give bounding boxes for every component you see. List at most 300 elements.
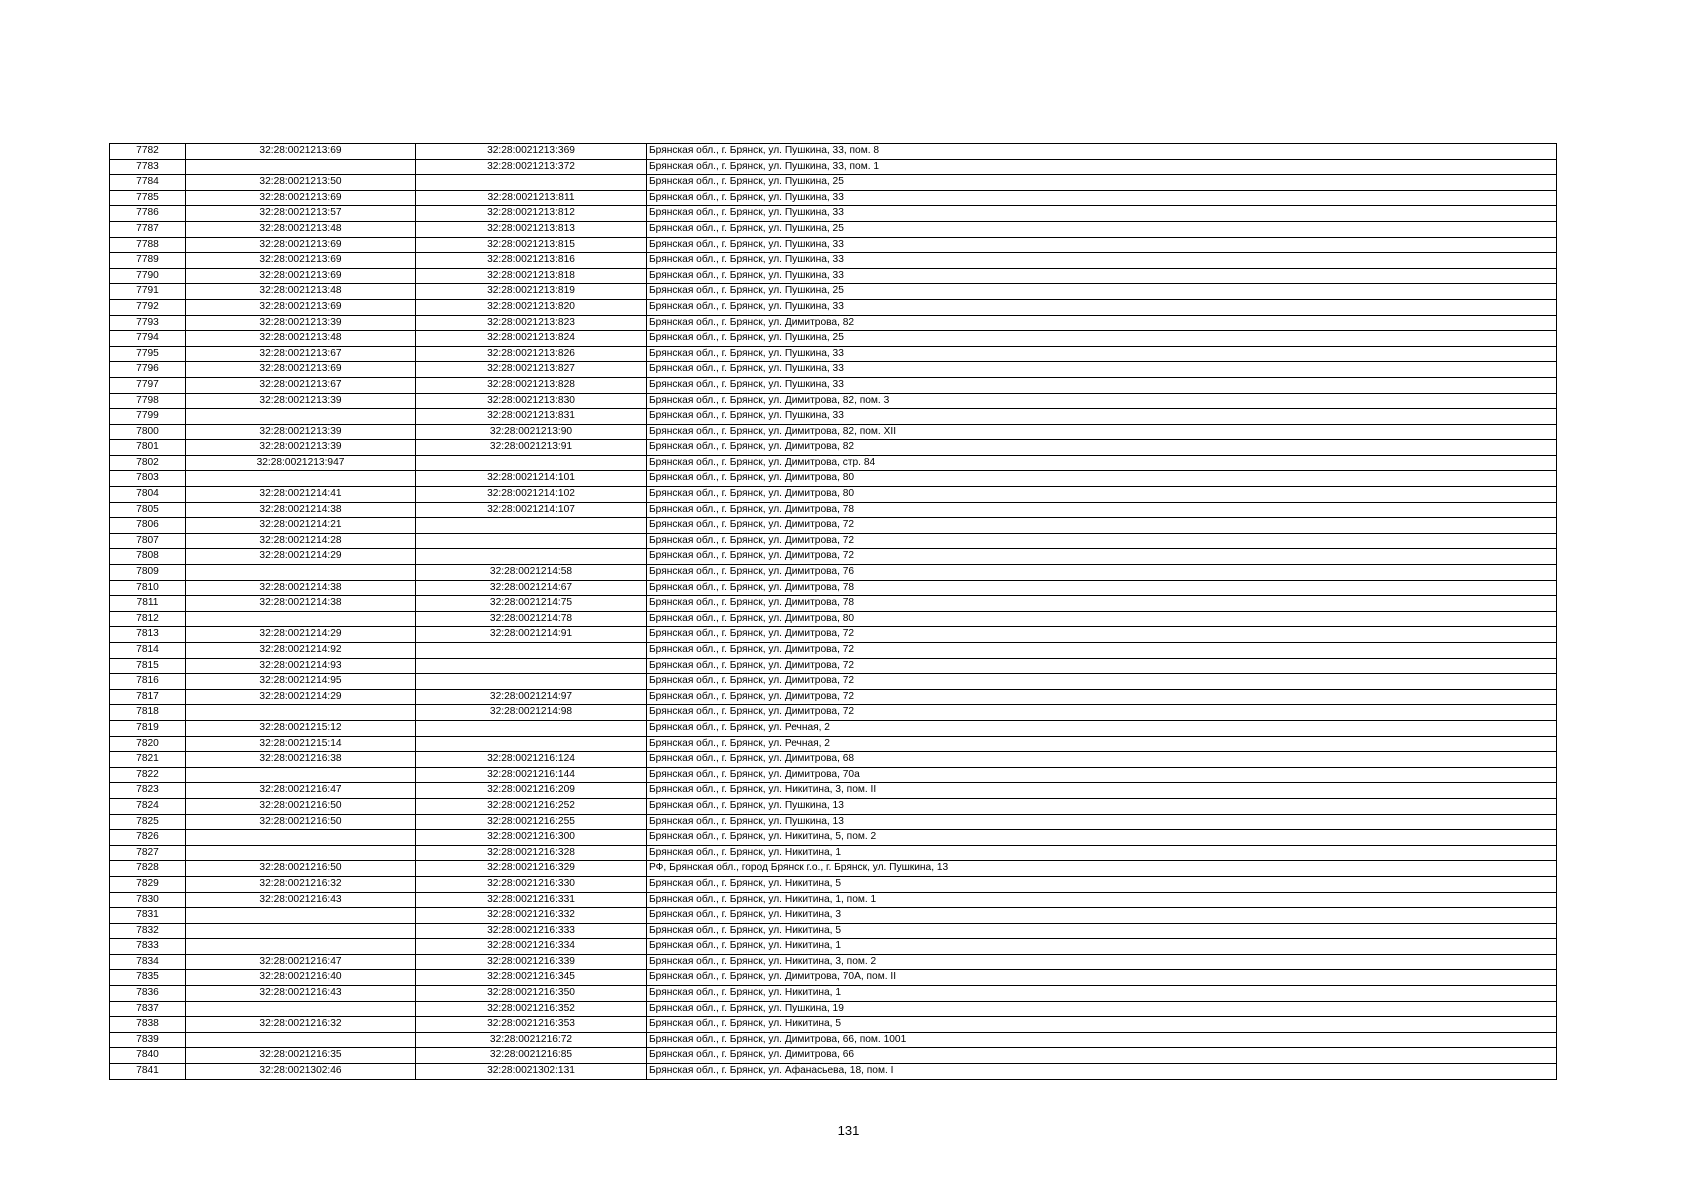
row-number-cell: 7795: [110, 346, 186, 362]
address-cell: Брянская обл., г. Брянск, ул. Никитина, 3: [647, 908, 1557, 924]
address-cell: Брянская обл., г. Брянск, ул. Димитрова, 78: [647, 596, 1557, 612]
address-cell: Брянская обл., г. Брянск, ул. Димитрова, 72: [647, 518, 1557, 534]
object-cadastral-number-cell: [416, 658, 647, 674]
table-row: [110, 908, 1557, 924]
row-number-cell: 7819: [110, 720, 186, 736]
land-cadastral-number-cell: 32:28:0021216:43: [186, 892, 416, 908]
table-row: [110, 689, 1557, 705]
address-cell: Брянская обл., г. Брянск, ул. Никитина, 1, пом. 1: [647, 892, 1557, 908]
table-row: [110, 954, 1557, 970]
land-cadastral-number-cell: 32:28:0021215:12: [186, 720, 416, 736]
row-number-cell: 7808: [110, 549, 186, 565]
table-row: [110, 596, 1557, 612]
row-number-cell: 7830: [110, 892, 186, 908]
object-cadastral-number-cell: 32:28:0021216:255: [416, 814, 647, 830]
address-cell: Брянская обл., г. Брянск, ул. Пушкина, 33: [647, 299, 1557, 315]
object-cadastral-number-cell: 32:28:0021216:209: [416, 783, 647, 799]
row-number-cell: 7827: [110, 845, 186, 861]
table-row: [110, 409, 1557, 425]
address-cell: Брянская обл., г. Брянск, ул. Речная, 2: [647, 736, 1557, 752]
address-cell: Брянская обл., г. Брянск, ул. Димитрова, стр. 84: [647, 455, 1557, 471]
table-row: [110, 393, 1557, 409]
object-cadastral-number-cell: 32:28:0021216:329: [416, 861, 647, 877]
address-cell: Брянская обл., г. Брянск, ул. Димитрова, 66, пом. 1001: [647, 1032, 1557, 1048]
land-cadastral-number-cell: 32:28:0021213:39: [186, 440, 416, 456]
table-row: [110, 284, 1557, 300]
object-cadastral-number-cell: 32:28:0021213:90: [416, 424, 647, 440]
object-cadastral-number-cell: [416, 674, 647, 690]
address-cell: Брянская обл., г. Брянск, ул. Димитрова, 80: [647, 471, 1557, 487]
object-cadastral-number-cell: 32:28:0021213:816: [416, 253, 647, 269]
table-row: [110, 190, 1557, 206]
registry-table-wrapper: [109, 143, 1556, 1080]
land-cadastral-number-cell: 32:28:0021214:38: [186, 596, 416, 612]
object-cadastral-number-cell: 32:28:0021216:334: [416, 939, 647, 955]
address-cell: Брянская обл., г. Брянск, ул. Димитрова, 78: [647, 502, 1557, 518]
row-number-cell: 7820: [110, 736, 186, 752]
object-cadastral-number-cell: [416, 175, 647, 191]
table-row: [110, 1048, 1557, 1064]
land-cadastral-number-cell: 32:28:0021216:38: [186, 752, 416, 768]
object-cadastral-number-cell: 32:28:0021216:352: [416, 1001, 647, 1017]
row-number-cell: 7804: [110, 487, 186, 503]
row-number-cell: 7801: [110, 440, 186, 456]
row-number-cell: 7803: [110, 471, 186, 487]
object-cadastral-number-cell: 32:28:0021216:85: [416, 1048, 647, 1064]
row-number-cell: 7787: [110, 221, 186, 237]
land-cadastral-number-cell: 32:28:0021213:69: [186, 268, 416, 284]
table-row: [110, 440, 1557, 456]
address-cell: Брянская обл., г. Брянск, ул. Димитрова, 82, пом. 3: [647, 393, 1557, 409]
object-cadastral-number-cell: 32:28:0021216:339: [416, 954, 647, 970]
land-cadastral-number-cell: 32:28:0021213:69: [186, 362, 416, 378]
table-row: [110, 471, 1557, 487]
object-cadastral-number-cell: 32:28:0021213:819: [416, 284, 647, 300]
row-number-cell: 7788: [110, 237, 186, 253]
row-number-cell: 7797: [110, 377, 186, 393]
land-cadastral-number-cell: [186, 923, 416, 939]
row-number-cell: 7806: [110, 518, 186, 534]
object-cadastral-number-cell: [416, 736, 647, 752]
address-cell: Брянская обл., г. Брянск, ул. Пушкина, 33: [647, 268, 1557, 284]
row-number-cell: 7816: [110, 674, 186, 690]
land-cadastral-number-cell: 32:28:0021213:69: [186, 144, 416, 160]
object-cadastral-number-cell: 32:28:0021216:72: [416, 1032, 647, 1048]
address-cell: Брянская обл., г. Брянск, ул. Димитрова, 76: [647, 565, 1557, 581]
table-row: [110, 549, 1557, 565]
land-cadastral-number-cell: 32:28:0021302:46: [186, 1064, 416, 1080]
address-cell: Брянская обл., г. Брянск, ул. Димитрова, 72: [647, 627, 1557, 643]
table-row: [110, 845, 1557, 861]
object-cadastral-number-cell: 32:28:0021216:333: [416, 923, 647, 939]
land-cadastral-number-cell: 32:28:0021213:57: [186, 206, 416, 222]
row-number-cell: 7825: [110, 814, 186, 830]
address-cell: Брянская обл., г. Брянск, ул. Пушкина, 25: [647, 284, 1557, 300]
table-row: [110, 861, 1557, 877]
address-cell: Брянская обл., г. Брянск, ул. Никитина, 3, пом. 2: [647, 954, 1557, 970]
object-cadastral-number-cell: 32:28:0021214:98: [416, 705, 647, 721]
object-cadastral-number-cell: [416, 720, 647, 736]
row-number-cell: 7822: [110, 767, 186, 783]
row-number-cell: 7811: [110, 596, 186, 612]
row-number-cell: 7832: [110, 923, 186, 939]
object-cadastral-number-cell: 32:28:0021216:350: [416, 986, 647, 1002]
land-cadastral-number-cell: 32:28:0021213:67: [186, 377, 416, 393]
land-cadastral-number-cell: 32:28:0021213:69: [186, 299, 416, 315]
row-number-cell: 7793: [110, 315, 186, 331]
object-cadastral-number-cell: 32:28:0021213:823: [416, 315, 647, 331]
registry-table: [109, 143, 1557, 1080]
row-number-cell: 7798: [110, 393, 186, 409]
address-cell: Брянская обл., г. Брянск, ул. Пушкина, 33: [647, 206, 1557, 222]
table-row: [110, 814, 1557, 830]
table-row: [110, 315, 1557, 331]
table-row: [110, 1001, 1557, 1017]
table-row: [110, 455, 1557, 471]
table-row: [110, 331, 1557, 347]
object-cadastral-number-cell: 32:28:0021213:818: [416, 268, 647, 284]
table-row: [110, 487, 1557, 503]
address-cell: Брянская обл., г. Брянск, ул. Пушкина, 33: [647, 346, 1557, 362]
object-cadastral-number-cell: 32:28:0021213:372: [416, 159, 647, 175]
address-cell: Брянская обл., г. Брянск, ул. Димитрова, 82: [647, 315, 1557, 331]
row-number-cell: 7836: [110, 986, 186, 1002]
row-number-cell: 7792: [110, 299, 186, 315]
table-row: [110, 1032, 1557, 1048]
row-number-cell: 7782: [110, 144, 186, 160]
land-cadastral-number-cell: [186, 1032, 416, 1048]
address-cell: Брянская обл., г. Брянск, ул. Речная, 2: [647, 720, 1557, 736]
land-cadastral-number-cell: [186, 471, 416, 487]
object-cadastral-number-cell: 32:28:0021214:107: [416, 502, 647, 518]
object-cadastral-number-cell: 32:28:0021302:131: [416, 1064, 647, 1080]
address-cell: Брянская обл., г. Брянск, ул. Пушкина, 33, пом. 8: [647, 144, 1557, 160]
table-row: [110, 611, 1557, 627]
row-number-cell: 7810: [110, 580, 186, 596]
address-cell: Брянская обл., г. Брянск, ул. Пушкина, 13: [647, 814, 1557, 830]
table-row: [110, 1064, 1557, 1080]
row-number-cell: 7802: [110, 455, 186, 471]
table-row: [110, 237, 1557, 253]
address-cell: Брянская обл., г. Брянск, ул. Никитина, 5: [647, 876, 1557, 892]
object-cadastral-number-cell: 32:28:0021214:78: [416, 611, 647, 627]
registry-table-body: [110, 144, 1557, 1080]
table-row: [110, 658, 1557, 674]
land-cadastral-number-cell: 32:28:0021216:40: [186, 970, 416, 986]
address-cell: Брянская обл., г. Брянск, ул. Пушкина, 33: [647, 190, 1557, 206]
object-cadastral-number-cell: 32:28:0021216:331: [416, 892, 647, 908]
land-cadastral-number-cell: [186, 1001, 416, 1017]
object-cadastral-number-cell: 32:28:0021213:826: [416, 346, 647, 362]
table-row: [110, 175, 1557, 191]
land-cadastral-number-cell: 32:28:0021216:35: [186, 1048, 416, 1064]
object-cadastral-number-cell: 32:28:0021213:369: [416, 144, 647, 160]
land-cadastral-number-cell: 32:28:0021216:32: [186, 876, 416, 892]
land-cadastral-number-cell: [186, 908, 416, 924]
row-number-cell: 7817: [110, 689, 186, 705]
row-number-cell: 7824: [110, 798, 186, 814]
address-cell: Брянская обл., г. Брянск, ул. Никитина, 3, пом. II: [647, 783, 1557, 799]
row-number-cell: 7786: [110, 206, 186, 222]
table-row: [110, 830, 1557, 846]
row-number-cell: 7785: [110, 190, 186, 206]
address-cell: Брянская обл., г. Брянск, ул. Димитрова, 66: [647, 1048, 1557, 1064]
address-cell: Брянская обл., г. Брянск, ул. Пушкина, 33: [647, 377, 1557, 393]
address-cell: Брянская обл., г. Брянск, ул. Димитрова, 80: [647, 487, 1557, 503]
object-cadastral-number-cell: 32:28:0021213:831: [416, 409, 647, 425]
table-row: [110, 424, 1557, 440]
table-row: [110, 1017, 1557, 1033]
address-cell: Брянская обл., г. Брянск, ул. Пушкина, 33, пом. 1: [647, 159, 1557, 175]
address-cell: Брянская обл., г. Брянск, ул. Никитина, 5: [647, 1017, 1557, 1033]
row-number-cell: 7835: [110, 970, 186, 986]
address-cell: Брянская обл., г. Брянск, ул. Пушкина, 19: [647, 1001, 1557, 1017]
row-number-cell: 7791: [110, 284, 186, 300]
land-cadastral-number-cell: 32:28:0021213:69: [186, 237, 416, 253]
address-cell: Брянская обл., г. Брянск, ул. Димитрова, 72: [647, 689, 1557, 705]
row-number-cell: 7814: [110, 643, 186, 659]
object-cadastral-number-cell: 32:28:0021214:75: [416, 596, 647, 612]
row-number-cell: 7794: [110, 331, 186, 347]
row-number-cell: 7828: [110, 861, 186, 877]
row-number-cell: 7839: [110, 1032, 186, 1048]
address-cell: Брянская обл., г. Брянск, ул. Пушкина, 25: [647, 331, 1557, 347]
object-cadastral-number-cell: 32:28:0021214:101: [416, 471, 647, 487]
address-cell: Брянская обл., г. Брянск, ул. Димитрова, 72: [647, 705, 1557, 721]
land-cadastral-number-cell: 32:28:0021214:29: [186, 627, 416, 643]
land-cadastral-number-cell: 32:28:0021214:95: [186, 674, 416, 690]
row-number-cell: 7812: [110, 611, 186, 627]
object-cadastral-number-cell: [416, 533, 647, 549]
object-cadastral-number-cell: 32:28:0021213:827: [416, 362, 647, 378]
land-cadastral-number-cell: [186, 611, 416, 627]
land-cadastral-number-cell: [186, 159, 416, 175]
row-number-cell: 7818: [110, 705, 186, 721]
row-number-cell: 7784: [110, 175, 186, 191]
object-cadastral-number-cell: [416, 455, 647, 471]
land-cadastral-number-cell: 32:28:0021213:48: [186, 331, 416, 347]
land-cadastral-number-cell: 32:28:0021213:947: [186, 455, 416, 471]
address-cell: Брянская обл., г. Брянск, ул. Димитрова, 68: [647, 752, 1557, 768]
object-cadastral-number-cell: 32:28:0021214:67: [416, 580, 647, 596]
object-cadastral-number-cell: 32:28:0021213:828: [416, 377, 647, 393]
object-cadastral-number-cell: 32:28:0021216:144: [416, 767, 647, 783]
object-cadastral-number-cell: 32:28:0021216:328: [416, 845, 647, 861]
table-row: [110, 377, 1557, 393]
row-number-cell: 7831: [110, 908, 186, 924]
object-cadastral-number-cell: 32:28:0021213:813: [416, 221, 647, 237]
address-cell: Брянская обл., г. Брянск, ул. Пушкина, 13: [647, 798, 1557, 814]
address-cell: Брянская обл., г. Брянск, ул. Димитрова, 78: [647, 580, 1557, 596]
address-cell: Брянская обл., г. Брянск, ул. Димитрова, 72: [647, 533, 1557, 549]
table-row: [110, 783, 1557, 799]
land-cadastral-number-cell: 32:28:0021216:43: [186, 986, 416, 1002]
land-cadastral-number-cell: 32:28:0021213:48: [186, 221, 416, 237]
address-cell: Брянская обл., г. Брянск, ул. Никитина, 1: [647, 845, 1557, 861]
address-cell: Брянская обл., г. Брянск, ул. Димитрова, 72: [647, 643, 1557, 659]
object-cadastral-number-cell: 32:28:0021214:97: [416, 689, 647, 705]
address-cell: Брянская обл., г. Брянск, ул. Димитрова, 82: [647, 440, 1557, 456]
table-row: [110, 939, 1557, 955]
row-number-cell: 7838: [110, 1017, 186, 1033]
object-cadastral-number-cell: 32:28:0021214:58: [416, 565, 647, 581]
table-row: [110, 565, 1557, 581]
table-row: [110, 970, 1557, 986]
land-cadastral-number-cell: 32:28:0021213:69: [186, 190, 416, 206]
object-cadastral-number-cell: 32:28:0021216:332: [416, 908, 647, 924]
object-cadastral-number-cell: [416, 518, 647, 534]
land-cadastral-number-cell: 32:28:0021213:39: [186, 315, 416, 331]
table-row: [110, 221, 1557, 237]
land-cadastral-number-cell: 32:28:0021216:50: [186, 814, 416, 830]
address-cell: Брянская обл., г. Брянск, ул. Пушкина, 33: [647, 409, 1557, 425]
land-cadastral-number-cell: 32:28:0021213:39: [186, 424, 416, 440]
table-row: [110, 627, 1557, 643]
address-cell: Брянская обл., г. Брянск, ул. Никитина, 5: [647, 923, 1557, 939]
row-number-cell: 7790: [110, 268, 186, 284]
table-row: [110, 752, 1557, 768]
land-cadastral-number-cell: [186, 845, 416, 861]
table-row: [110, 362, 1557, 378]
address-cell: Брянская обл., г. Брянск, ул. Пушкина, 33: [647, 253, 1557, 269]
land-cadastral-number-cell: 32:28:0021213:48: [186, 284, 416, 300]
table-row: [110, 144, 1557, 160]
table-row: [110, 206, 1557, 222]
row-number-cell: 7799: [110, 409, 186, 425]
table-row: [110, 798, 1557, 814]
object-cadastral-number-cell: 32:28:0021213:824: [416, 331, 647, 347]
address-cell: Брянская обл., г. Брянск, ул. Димитрова, 80: [647, 611, 1557, 627]
table-row: [110, 876, 1557, 892]
object-cadastral-number-cell: 32:28:0021213:815: [416, 237, 647, 253]
table-row: [110, 923, 1557, 939]
row-number-cell: 7829: [110, 876, 186, 892]
object-cadastral-number-cell: 32:28:0021213:91: [416, 440, 647, 456]
row-number-cell: 7796: [110, 362, 186, 378]
address-cell: Брянская обл., г. Брянск, ул. Димитрова, 72: [647, 674, 1557, 690]
table-row: [110, 299, 1557, 315]
table-row: [110, 767, 1557, 783]
land-cadastral-number-cell: [186, 939, 416, 955]
table-row: [110, 986, 1557, 1002]
table-row: [110, 533, 1557, 549]
table-row: [110, 643, 1557, 659]
land-cadastral-number-cell: 32:28:0021216:32: [186, 1017, 416, 1033]
land-cadastral-number-cell: 32:28:0021214:38: [186, 580, 416, 596]
land-cadastral-number-cell: 32:28:0021213:39: [186, 393, 416, 409]
row-number-cell: 7789: [110, 253, 186, 269]
object-cadastral-number-cell: 32:28:0021216:252: [416, 798, 647, 814]
land-cadastral-number-cell: 32:28:0021214:29: [186, 689, 416, 705]
land-cadastral-number-cell: 32:28:0021213:50: [186, 175, 416, 191]
object-cadastral-number-cell: 32:28:0021216:300: [416, 830, 647, 846]
land-cadastral-number-cell: 32:28:0021214:93: [186, 658, 416, 674]
land-cadastral-number-cell: 32:28:0021214:92: [186, 643, 416, 659]
address-cell: Брянская обл., г. Брянск, ул. Афанасьева, 18, пом. I: [647, 1064, 1557, 1080]
row-number-cell: 7833: [110, 939, 186, 955]
table-row: [110, 253, 1557, 269]
land-cadastral-number-cell: 32:28:0021214:28: [186, 533, 416, 549]
page-number: 131: [837, 1123, 860, 1138]
land-cadastral-number-cell: 32:28:0021216:50: [186, 861, 416, 877]
row-number-cell: 7840: [110, 1048, 186, 1064]
object-cadastral-number-cell: 32:28:0021216:124: [416, 752, 647, 768]
land-cadastral-number-cell: 32:28:0021215:14: [186, 736, 416, 752]
row-number-cell: 7826: [110, 830, 186, 846]
table-row: [110, 159, 1557, 175]
row-number-cell: 7837: [110, 1001, 186, 1017]
table-row: [110, 518, 1557, 534]
object-cadastral-number-cell: 32:28:0021213:812: [416, 206, 647, 222]
row-number-cell: 7815: [110, 658, 186, 674]
object-cadastral-number-cell: 32:28:0021213:811: [416, 190, 647, 206]
address-cell: Брянская обл., г. Брянск, ул. Димитрова, 72: [647, 549, 1557, 565]
address-cell: Брянская обл., г. Брянск, ул. Никитина, 1: [647, 986, 1557, 1002]
object-cadastral-number-cell: 32:28:0021216:330: [416, 876, 647, 892]
land-cadastral-number-cell: 32:28:0021214:41: [186, 487, 416, 503]
land-cadastral-number-cell: 32:28:0021214:29: [186, 549, 416, 565]
row-number-cell: 7821: [110, 752, 186, 768]
address-cell: РФ, Брянская обл., город Брянск г.о., г. Брянск, ул. Пушкина, 13: [647, 861, 1557, 877]
row-number-cell: 7783: [110, 159, 186, 175]
table-row: [110, 892, 1557, 908]
land-cadastral-number-cell: 32:28:0021216:47: [186, 783, 416, 799]
object-cadastral-number-cell: 32:28:0021216:345: [416, 970, 647, 986]
land-cadastral-number-cell: [186, 705, 416, 721]
address-cell: Брянская обл., г. Брянск, ул. Димитрова, 72: [647, 658, 1557, 674]
table-row: [110, 346, 1557, 362]
row-number-cell: 7805: [110, 502, 186, 518]
object-cadastral-number-cell: [416, 549, 647, 565]
land-cadastral-number-cell: [186, 409, 416, 425]
address-cell: Брянская обл., г. Брянск, ул. Димитрова, 82, пом. XII: [647, 424, 1557, 440]
object-cadastral-number-cell: 32:28:0021213:820: [416, 299, 647, 315]
land-cadastral-number-cell: 32:28:0021213:69: [186, 253, 416, 269]
table-row: [110, 268, 1557, 284]
address-cell: Брянская обл., г. Брянск, ул. Никитина, 1: [647, 939, 1557, 955]
table-row: [110, 502, 1557, 518]
object-cadastral-number-cell: 32:28:0021214:102: [416, 487, 647, 503]
table-row: [110, 580, 1557, 596]
land-cadastral-number-cell: [186, 830, 416, 846]
land-cadastral-number-cell: 32:28:0021214:21: [186, 518, 416, 534]
row-number-cell: 7800: [110, 424, 186, 440]
land-cadastral-number-cell: 32:28:0021216:47: [186, 954, 416, 970]
land-cadastral-number-cell: 32:28:0021216:50: [186, 798, 416, 814]
row-number-cell: 7834: [110, 954, 186, 970]
object-cadastral-number-cell: 32:28:0021213:830: [416, 393, 647, 409]
table-row: [110, 674, 1557, 690]
land-cadastral-number-cell: 32:28:0021213:67: [186, 346, 416, 362]
table-row: [110, 736, 1557, 752]
row-number-cell: 7823: [110, 783, 186, 799]
row-number-cell: 7813: [110, 627, 186, 643]
object-cadastral-number-cell: [416, 643, 647, 659]
table-row: [110, 720, 1557, 736]
land-cadastral-number-cell: [186, 565, 416, 581]
row-number-cell: 7809: [110, 565, 186, 581]
address-cell: Брянская обл., г. Брянск, ул. Пушкина, 25: [647, 175, 1557, 191]
address-cell: Брянская обл., г. Брянск, ул. Димитрова, 70а: [647, 767, 1557, 783]
address-cell: Брянская обл., г. Брянск, ул. Пушкина, 33: [647, 362, 1557, 378]
row-number-cell: 7841: [110, 1064, 186, 1080]
address-cell: Брянская обл., г. Брянск, ул. Пушкина, 33: [647, 237, 1557, 253]
object-cadastral-number-cell: 32:28:0021214:91: [416, 627, 647, 643]
address-cell: Брянская обл., г. Брянск, ул. Димитрова, 70А, пом. II: [647, 970, 1557, 986]
address-cell: Брянская обл., г. Брянск, ул. Пушкина, 25: [647, 221, 1557, 237]
land-cadastral-number-cell: [186, 767, 416, 783]
row-number-cell: 7807: [110, 533, 186, 549]
